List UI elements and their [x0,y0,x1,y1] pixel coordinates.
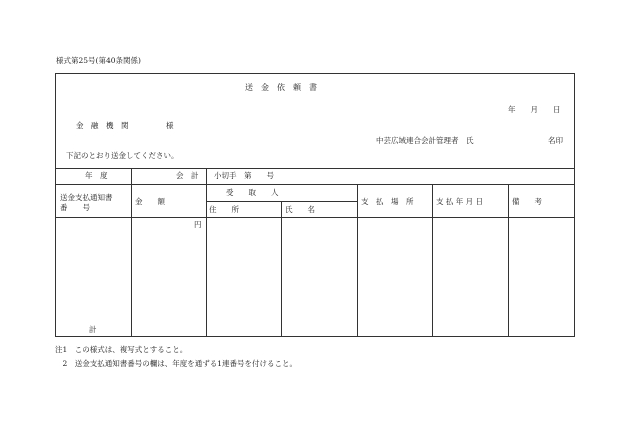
header-pay-date: 支 払 年 月 日 [436,197,484,206]
requester-name: 中芸広域連合会計管理者 氏 [376,136,474,145]
col-divider-6 [508,184,509,337]
header-amount: 金 額 [135,197,165,206]
total-label: 計 [89,325,97,334]
header-address: 住 所 [209,205,239,214]
col-divider-1 [131,168,132,337]
col-divider-4 [357,184,358,337]
table-top-line [55,168,575,169]
header-bottom-line [55,217,575,218]
col-divider-2 [206,168,207,337]
form-label: 様式第25号(第40条関係) [56,56,141,65]
col-divider-3 [281,201,282,337]
col-divider-5 [432,184,433,337]
header-year: 年 度 [85,171,108,180]
seal-mark: 名印 [548,136,563,145]
note-2: 2 送金支払通知書番号の欄は、年度を通ずる1連番号を付けること。 [55,359,298,368]
date-line: 年 月 日 [508,105,561,114]
header-remarks: 備 考 [512,197,542,206]
header-pay-place: 支 払 場 所 [361,197,414,206]
header-check-no: 小切手 第 号 [214,171,274,180]
form-title: 送 金 依 頼 書 [245,83,317,92]
header-recipient: 受 取 人 [226,188,279,197]
note-1: 注1 この様式は、複写式とすること。 [55,345,188,354]
header-name: 氏 名 [285,205,315,214]
table-row-line [55,184,575,185]
header-account: 会 計 [176,171,199,180]
intro-text: 下記のとおり送金してください。 [66,151,179,160]
header-notice-no: 送金支払通知書 [60,193,113,202]
header-number: 番 号 [60,203,90,212]
addressee: 金 融 機 関 様 [76,121,174,130]
remittance-request-form [55,73,575,337]
yen-unit: 円 [194,220,202,229]
